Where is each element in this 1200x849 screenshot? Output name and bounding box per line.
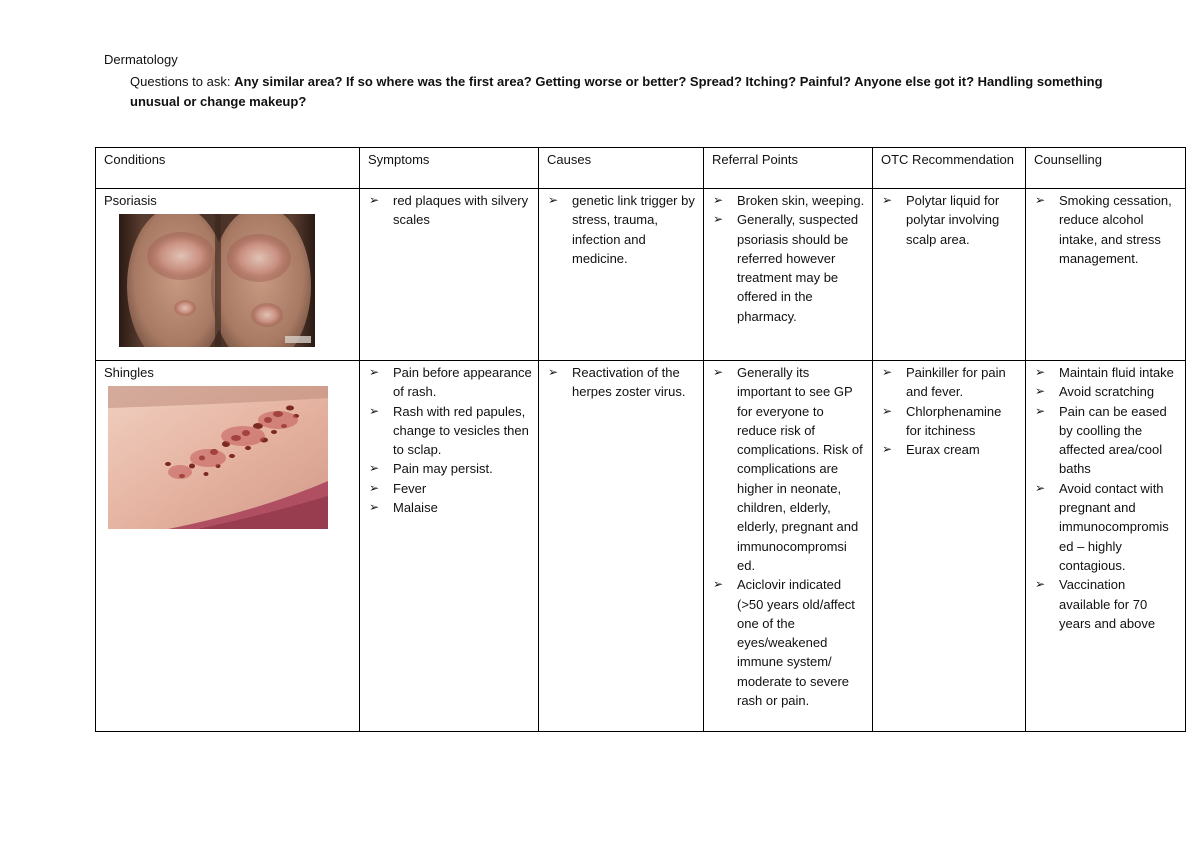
condition-name: Psoriasis <box>104 193 157 208</box>
list-item <box>1034 479 1179 575</box>
shingles-photo <box>108 386 328 529</box>
arrow-bullet-icon: ➢ <box>548 365 559 379</box>
table-row-psoriasis <box>96 189 1186 361</box>
bullet-list <box>368 191 532 230</box>
arrow-bullet-icon: ➢ <box>369 365 380 379</box>
cell-symptoms <box>360 189 539 361</box>
bullet-list <box>1034 191 1179 268</box>
header-counselling: Counselling <box>1026 148 1186 189</box>
psoriasis-photo <box>119 214 315 347</box>
cell-counselling <box>1026 189 1186 361</box>
arrow-bullet-icon: ➢ <box>1035 384 1046 399</box>
cell-causes <box>539 361 704 732</box>
cell-symptoms <box>360 361 539 732</box>
arrow-bullet-icon: ➢ <box>882 365 893 379</box>
list-item <box>1034 191 1179 268</box>
list-item-text: Generally its important to see GP for everyone to reduce risk of complications. Risk of complications are higher in neonate, children, elderly, elderly, pregnant and immunocompromsi ed. <box>737 365 863 573</box>
cell-otc-recommendation <box>873 361 1026 732</box>
list-item <box>712 363 866 575</box>
list-item-text: Polytar liquid for polytar involving scalp area. <box>906 193 1000 247</box>
list-item <box>881 191 1019 249</box>
arrow-bullet-icon: ➢ <box>369 403 380 418</box>
bullet-list <box>712 363 866 710</box>
bullet-list <box>368 363 532 517</box>
list-item-text: Generally, suspected psoriasis should be referred however treatment may be offered in the pharmacy. <box>737 212 859 324</box>
list-item <box>712 210 866 326</box>
questions-prefix: Questions to ask: <box>130 74 235 89</box>
document-title: Dermatology <box>104 52 178 67</box>
list-item-text: Malaise <box>393 500 438 516</box>
arrow-bullet-icon: ➢ <box>713 193 724 207</box>
arrow-bullet-icon: ➢ <box>713 577 724 592</box>
questions-list: Any similar area? If so where was the first area? Getting worse or better? Spread? Itching? Painful? Anyone else got it? Handling something unusual or change makeup? <box>130 74 1103 109</box>
bullet-list <box>881 363 1019 459</box>
bullet-list <box>712 191 866 326</box>
table-header-row <box>96 148 1186 189</box>
header-causes: Causes <box>539 148 704 189</box>
list-item-text: Broken skin, weeping. <box>737 193 865 208</box>
arrow-bullet-icon: ➢ <box>713 212 724 227</box>
conditions-table <box>95 147 1186 732</box>
bullet-list <box>547 191 697 268</box>
bullet-list <box>881 191 1019 249</box>
list-item-text: Eurax cream <box>906 442 980 458</box>
list-item <box>712 575 866 710</box>
arrow-bullet-icon: ➢ <box>1035 365 1046 379</box>
list-item-text: Rash with red papules, change to vesicles then to sclap. <box>393 403 529 458</box>
list-item-text: Avoid scratching <box>1059 384 1155 400</box>
list-item-text: Pain can be eased by coolling the affected area/cool baths <box>1059 403 1167 477</box>
bullet-list <box>1034 363 1179 633</box>
arrow-bullet-icon: ➢ <box>882 193 893 207</box>
list-item-text: Chlorphenamine for itchiness <box>906 403 1002 438</box>
list-item <box>547 191 697 268</box>
arrow-bullet-icon: ➢ <box>1035 480 1046 495</box>
list-item <box>368 363 532 402</box>
list-item <box>1034 382 1179 401</box>
list-item <box>881 402 1019 441</box>
list-item-text: genetic link trigger by stress, trauma, infection and medicine. <box>572 193 695 266</box>
list-item <box>712 191 866 210</box>
list-item-text: Vaccination available for 70 years and above <box>1059 577 1156 631</box>
arrow-bullet-icon: ➢ <box>1035 193 1046 207</box>
cell-referral-points <box>704 189 873 361</box>
list-item <box>881 363 1019 402</box>
bullet-list <box>547 363 697 402</box>
arrow-bullet-icon: ➢ <box>369 461 380 476</box>
cell-otc-recommendation <box>873 189 1026 361</box>
cell-causes <box>539 189 704 361</box>
arrow-bullet-icon: ➢ <box>548 193 559 207</box>
list-item-text: Aciclovir indicated (>50 years old/affect one of the eyes/weakened immune system/ moderate to severe rash or pain. <box>737 577 855 709</box>
list-item <box>1034 575 1179 633</box>
list-item <box>368 402 532 460</box>
arrow-bullet-icon: ➢ <box>369 500 380 515</box>
header-otc-recommendation: OTC Recommendation <box>873 148 1026 189</box>
cell-condition <box>96 189 360 361</box>
list-item <box>368 479 532 498</box>
arrow-bullet-icon: ➢ <box>882 403 893 418</box>
list-item <box>1034 402 1179 479</box>
cell-counselling <box>1026 361 1186 732</box>
list-item-text: Fever <box>393 480 427 496</box>
arrow-bullet-icon: ➢ <box>1035 577 1046 592</box>
list-item <box>368 191 532 230</box>
list-item-text: Smoking cessation, reduce alcohol intake, and stress management. <box>1059 193 1172 266</box>
cell-referral-points <box>704 361 873 732</box>
list-item-text: Painkiller for pain and fever. <box>906 365 1006 400</box>
list-item-text: Avoid contact with pregnant and immunocompromis ed – highly contagious. <box>1059 480 1169 573</box>
list-item-text: Reactivation of the herpes zoster virus. <box>572 365 686 400</box>
list-item <box>368 459 532 478</box>
condition-name: Shingles <box>104 365 154 380</box>
list-item <box>368 498 532 517</box>
list-item <box>1034 363 1179 382</box>
table-row-shingles <box>96 361 1186 732</box>
arrow-bullet-icon: ➢ <box>713 365 724 379</box>
list-item <box>881 440 1019 459</box>
cell-condition <box>96 361 360 732</box>
list-item-text: Maintain fluid intake <box>1059 365 1174 380</box>
header-referral-points: Referral Points <box>704 148 873 189</box>
list-item-text: red plaques with silvery scales <box>393 193 529 228</box>
arrow-bullet-icon: ➢ <box>369 193 380 207</box>
header-symptoms: Symptoms <box>360 148 539 189</box>
header-conditions: Conditions <box>96 148 360 189</box>
questions-paragraph <box>130 72 1120 112</box>
arrow-bullet-icon: ➢ <box>369 480 380 495</box>
list-item-text: Pain before appearance of rash. <box>393 365 532 400</box>
list-item <box>547 363 697 402</box>
list-item-text: Pain may persist. <box>393 461 493 477</box>
arrow-bullet-icon: ➢ <box>1035 403 1046 418</box>
arrow-bullet-icon: ➢ <box>882 442 893 457</box>
